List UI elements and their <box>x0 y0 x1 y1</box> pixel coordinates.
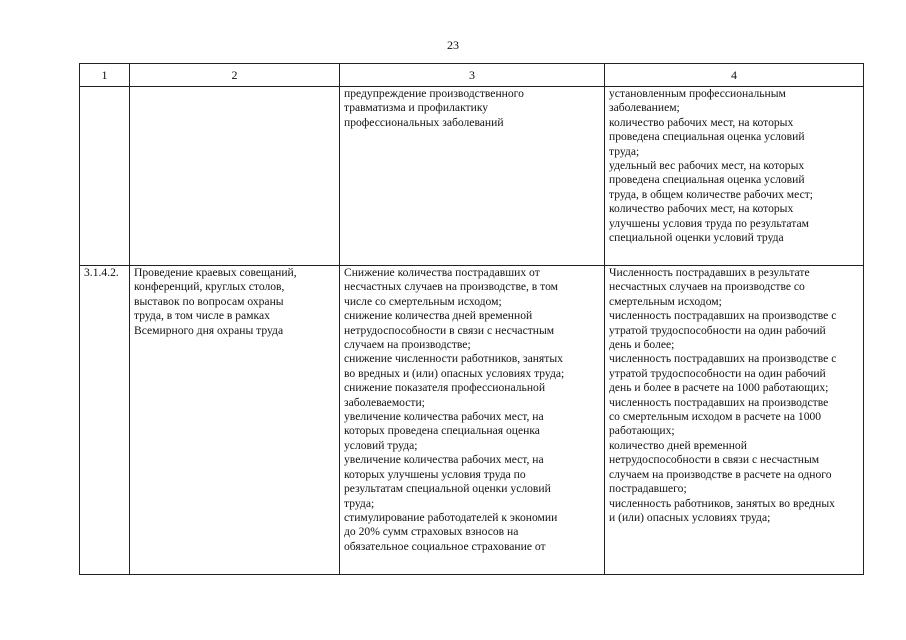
cell-indicators <box>605 266 864 575</box>
column-header-2: 2 <box>130 64 340 87</box>
text-line: проведена специальная оценка условий <box>609 130 805 144</box>
text-line: труда; <box>344 496 375 510</box>
column-header-3: 3 <box>340 64 605 87</box>
text-line: которых проведена специальная оценка <box>344 424 540 438</box>
text-line: улучшены условия труда по результатам <box>609 216 809 230</box>
page-number: 23 <box>447 38 459 52</box>
text-line: со смертельным исходом в расчете на 1000 <box>609 410 822 424</box>
text-line: Снижение количества пострадавших от <box>344 266 540 279</box>
text-line: численность пострадавших на производстве с <box>609 309 837 323</box>
text-line: труда; <box>609 144 640 158</box>
cell-indicators <box>605 87 864 266</box>
text-line: утратой трудоспособности на один рабочий <box>609 323 826 337</box>
text-line: количество рабочих мест, на которых <box>609 115 794 129</box>
text-line: Проведение краевых совещаний, <box>134 266 297 279</box>
text-line: снижение показателя профессиональной <box>344 381 546 395</box>
table-header-row <box>80 64 864 87</box>
cell-activity-empty <box>130 87 340 266</box>
text-line: специальной оценки условий труда <box>609 231 784 245</box>
text-line: проведена специальная оценка условий <box>609 173 805 187</box>
document-table <box>79 63 864 575</box>
text-line: утратой трудоспособности на один рабочий <box>609 366 826 380</box>
text-line: нетрудоспособности в связи с несчастным <box>609 453 820 467</box>
column-header-4: 4 <box>605 64 864 87</box>
text-line: заболеваемости; <box>344 395 425 409</box>
text-line: заболеванием; <box>609 101 680 115</box>
text-line: условий труда; <box>344 438 418 452</box>
text-line: численность работников, занятых во вредных <box>609 496 835 510</box>
text-line: несчастных случаев на производстве со <box>609 280 805 294</box>
table-row-continuation <box>80 87 864 266</box>
cell-expected-result <box>340 87 605 266</box>
text-line: снижение численности работников, занятых <box>344 352 563 366</box>
item-code: 3.1.4.2. <box>84 266 119 279</box>
text-line: количество дней временной <box>609 438 747 452</box>
text-line: численность пострадавших на производстве с <box>609 352 837 366</box>
text-line: травматизма и профилактику <box>344 101 489 115</box>
text-line: до 20% сумм страховых взносов на <box>344 525 519 539</box>
cell-code-empty <box>80 87 130 266</box>
text-line: несчастных случаев на производстве, в том <box>344 280 559 294</box>
text-line: снижение количества дней временной <box>344 309 533 323</box>
text-line: и (или) опасных условиях труда; <box>609 510 771 524</box>
text-line: пострадавшего; <box>609 482 687 496</box>
text-line: стимулирование работодателей к экономии <box>344 510 558 524</box>
text-line: Всемирного дня охраны труда <box>134 323 284 337</box>
text-line: день и более; <box>609 338 675 352</box>
cell-code <box>80 266 130 575</box>
text-line: увеличение количества рабочих мест, на <box>344 453 544 467</box>
text-line: удельный вес рабочих мест, на которых <box>609 159 805 173</box>
text-line: конференций, круглых столов, <box>134 280 285 294</box>
text-line: во вредных и (или) опасных условиях труда; <box>344 366 565 380</box>
text-line: установленным профессиональным <box>609 87 786 100</box>
text-line: случаем на производстве; <box>344 338 471 352</box>
text-line: день и более в расчете на 1000 работающих; <box>609 381 829 395</box>
text-line: количество рабочих мест, на которых <box>609 202 794 216</box>
text-line: работающих; <box>609 424 675 438</box>
cell-expected-result <box>340 266 605 575</box>
text-line: смертельным исходом; <box>609 294 722 308</box>
table-row-3-1-4-2 <box>80 266 864 575</box>
text-line: увеличение количества рабочих мест, на <box>344 410 544 424</box>
text-line: случаем на производстве в расчете на одного <box>609 467 832 481</box>
column-header-1: 1 <box>80 64 130 87</box>
text-line: нетрудоспособности в связи с несчастным <box>344 323 555 337</box>
text-line: труда, в том числе в рамках <box>134 309 270 323</box>
text-line: результатам специальной оценки условий <box>344 482 551 496</box>
text-line: труда, в общем количестве рабочих мест; <box>609 187 814 201</box>
text-line: численность пострадавших на производстве <box>609 395 829 409</box>
text-line: которых улучшены условия труда по <box>344 467 526 481</box>
text-line: выставок по вопросам охраны <box>134 294 284 308</box>
text-line: профессиональных заболеваний <box>344 115 504 129</box>
text-line: предупреждение производственного <box>344 87 524 100</box>
text-line: числе со смертельным исходом; <box>344 294 502 308</box>
text-line: Численность пострадавших в результате <box>609 266 810 279</box>
cell-activity <box>130 266 340 575</box>
text-line: обязательное социальное страхование от <box>344 539 546 553</box>
